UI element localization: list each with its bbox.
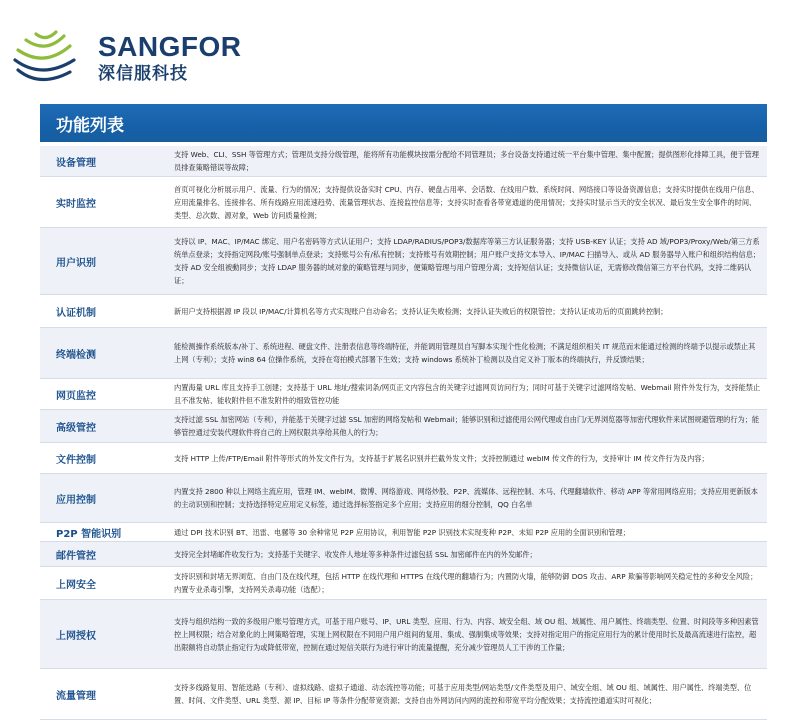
table-row [40,177,767,228]
feature-description: 支持多线路复用、智能选路（专利）、虚拟线路、虚拟子通道、动态流控等功能；可基于应用类型/网站类型/文件类型及用户、域安全组、域 OU 组、域属性、用户属性、终端类型、位置、时间、文件类型、URL 类型、源 IP、目标 IP 等条件分配带宽资源；支持自由外网访问内网的流控和带宽平均分配效果；支持流控通道实时可视化； [174,683,752,705]
feature-description: 支持完全封堵邮件收发行为；支持基于关键字、收发件人地址等多种条件过滤包括 SSL 加密邮件在内的外发邮件； [174,549,537,559]
feature-name: 实时监控 [56,198,96,210]
feature-name: 上网安全 [56,579,96,591]
sangfor-globe-icon [10,30,80,86]
feature-description: 支持过滤 SSL 加密网站（专利），并能基于关键字过滤 SSL 加密的网络发帖和 Webmail；能够识别和过滤使用公网代理或自由门/无界浏览器等加密代理软件来试图规避管理的行为；能够管控通过安装代理软件将自己的上网权限共享给其他人的行为； [174,415,760,437]
table-row [40,146,767,177]
feature-name: 高级管控 [56,422,96,434]
feature-name: 流量管理 [56,690,96,702]
table-row [40,474,767,523]
feature-name: 应用控制 [56,494,96,506]
table-row [40,542,767,567]
feature-description: 新用户支持根据源 IP 段以 IP/MAC/计算机名等方式实现账户自动命名；支持认证失败检测；支持认证失败后的权限管控；支持认证成功后的页面跳转控制； [174,306,668,316]
feature-name: 设备管理 [56,157,96,169]
section-title: 功能列表 [56,116,124,136]
feature-description: 内置海量 URL 库且支持手工创建；支持基于 URL 地址/搜索词条/网页正文内容包含的关键字过滤网页访问行为；同时可基于关键字过滤网络发帖、Webmail 附件外发行为，支持能禁止且不准发帖、能收附件但不准发附件的细致管控功能 [174,383,761,405]
feature-table [40,146,767,720]
feature-description: 通过 DPI 技术识别 BT、迅雷、电骡等 30 余种常见 P2P 应用协议，利用智能 P2P 识别技术实现变种 P2P、未知 P2P 应用的全面识别和管理； [174,527,630,537]
feature-description: 支持识别和封堵无界浏览、自由门及在线代理，包括 HTTP 在线代理和 HTTPS 在线代理的翻墙行为；内置防火墙，能够防御 DOS 攻击、ARP 欺骗等影响网关稳定性的多种安全风险；内置专业杀毒引擎，支持网关杀毒功能（选配）； [174,572,758,594]
feature-description: 能检测操作系统版本/补丁、系统进程、硬盘文件、注册表信息等终端特征，并能调用管理员自写脚本实现个性化检测；不满足组织相关 IT 规范而未能通过检测的终端予以提示或禁止其上网（专利）；支持 win8 64 位操作系统，支持在弯拍模式部署下生效；支持 windows 系统补丁检测以及自定义补丁版本的终端执行，并反馈结果； [174,342,756,364]
table-row [40,410,767,443]
feature-description: 支持 Web、CLI、SSH 等管理方式；管理员支持分级管理，能将所有功能模块按需分配给不同管理员；多台设备支持通过统一平台集中管理、集中配置；提供图形化排障工具，便于管理员排查策略错误等故障； [174,150,759,172]
feature-name: 用户识别 [56,257,96,269]
table-row [40,523,767,542]
feature-name: 上网授权 [56,630,96,642]
table-row [40,600,767,669]
feature-name: P2P 智能识别 [56,528,122,540]
table-row [40,228,767,295]
table-row [40,328,767,379]
table-row [40,443,767,474]
brand-name-cn: 深信服科技 [98,64,188,84]
table-row [40,567,767,600]
brand-name-en: SANGFOR [98,31,242,62]
sangfor-logo [10,24,240,84]
feature-name: 文件控制 [56,454,96,466]
feature-name: 终端检测 [56,349,96,361]
feature-description: 首页可视化分析展示用户、流量、行为的情况；支持提供设备实时 CPU、内存、硬盘占用率、会话数、在线用户数、系统时间、网络接口等设备资源信息；支持实时提供在线用户信息、应用流量排名、连接排名、所有线路应用流速趋势、流量管理状态、连接监控信息等；支持实时查看各带宽通道的使用情况；支持实时显示当天的安全状况、最后发生安全事件的时间、类型、总次数、源对象，Web 访问质量检测； [174,184,759,220]
table-row [40,295,767,328]
section-title-bar [40,104,767,142]
feature-name: 网页监控 [56,390,96,402]
feature-description: 支持与组织结构一致的多级用户账号管理方式，可基于用户账号、IP、URL 类型、应用、行为、内容、域安全组、域 OU 组、域属性、用户属性、终端类型、位置、时间段等多种因素管控上网权限；结合对象化的上网策略管理，实现上网权限在不同用户用户组间的复用、集成、强制集成等效果；支持对指定用户的指定应用行为的累计使用时长及最高流速进行监控，超出限额将自动禁止指定行为或降低带宽，控制在通过短信关联行为进行审计的流量提醒，充分减少管理员人工干涉的工作量； [174,616,759,652]
feature-description: 支持 HTTP 上传/FTP/Email 附件等形式的外发文件行为，支持基于扩展名识别并拦截外发文件；支持控制通过 webIM 传文件的行为，支持审计 IM 传文件行为及内容； [174,453,709,463]
table-row [40,669,767,720]
feature-name: 认证机制 [56,307,96,319]
feature-description: 内置支持 2800 种以上网络主流应用，管理 IM、webIM、微博、网络游戏、网络炒股、P2P、流媒体、远程控制、木马、代理翻墙软件、移动 APP 等常用网络应用；支持应用更新版本的主动识别和控制；支持选择特定应用定义标签，通过选择标签指定多个应用；支持应用的细分控制，QQ 白名单 [174,487,758,509]
feature-description: 支持以 IP、MAC、IP/MAC 绑定、用户名密码等方式认证用户；支持 LDAP/RADIUS/POP3/数据库等第三方认证服务器；支持 USB-KEY 认证；支持 AD 域/POP3/Proxy/Web/第三方系统单点登录；支持指定网段/账号强制单点登录；支持账号公有/私有控制；支持账号有效期控制；用户账户支持文本导入、IP/MAC 扫描导入、或从 AD 服务器导入账户和组织结构信息；支持 AD 安全组被動同步；支持 LDAP 服务器的域对象的策略管理与同步，便策略管理与用户管理分离；支持短信认证；支持微信认证，无需修改微信第三方平台代码，支持二维码认证； [174,237,761,285]
feature-name: 邮件管控 [56,550,96,562]
table-row [40,379,767,410]
